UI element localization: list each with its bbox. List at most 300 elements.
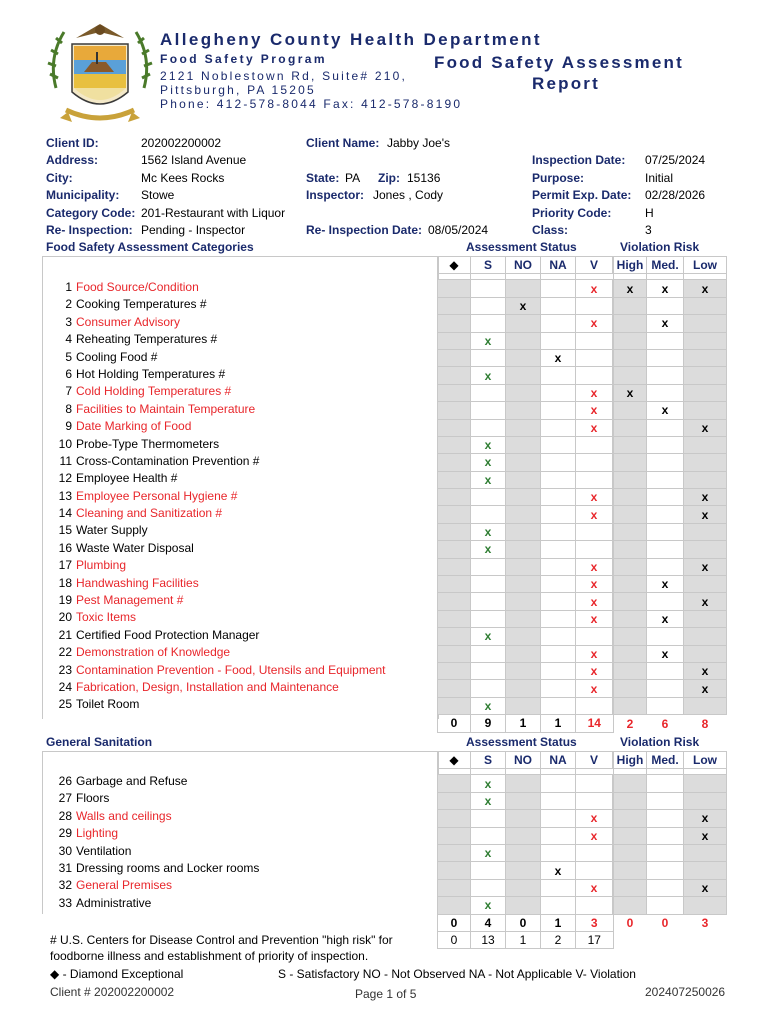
empty-cell xyxy=(576,349,614,366)
section1-col-no: NO xyxy=(506,257,541,274)
empty-cell xyxy=(506,844,541,861)
empty-cell xyxy=(506,558,541,575)
mark-cell: x xyxy=(647,645,684,662)
empty-cell xyxy=(684,792,727,809)
item-number: 23 xyxy=(58,662,72,677)
mark-cell: x xyxy=(471,628,506,645)
empty-cell xyxy=(613,576,647,593)
table-row xyxy=(438,775,727,792)
empty-cell xyxy=(613,662,647,679)
mark-cell: x xyxy=(576,558,614,575)
empty-cell xyxy=(647,384,684,401)
item-number: 18 xyxy=(58,575,72,590)
section1-title: Food Safety Assessment Categories xyxy=(46,240,254,254)
list-item xyxy=(44,627,386,644)
empty-cell xyxy=(471,489,506,506)
grand-total-cell: 1 xyxy=(506,931,541,948)
section1-col-low: Low xyxy=(684,257,727,274)
section1-header-row xyxy=(438,257,727,274)
empty-cell xyxy=(541,454,576,471)
item-label: Plumbing xyxy=(76,558,127,573)
empty-cell xyxy=(541,827,576,844)
empty-cell xyxy=(471,384,506,401)
empty-cell xyxy=(576,367,614,384)
table-row xyxy=(438,436,727,453)
empty-cell xyxy=(613,454,647,471)
empty-cell xyxy=(438,280,471,297)
item-label: Food Source/Condition xyxy=(76,280,199,294)
mark-cell: x xyxy=(541,862,576,879)
list-item xyxy=(44,808,259,825)
table-row xyxy=(438,384,727,401)
item-label: Toxic Items xyxy=(76,610,137,625)
inspector: Jones , Cody xyxy=(373,188,444,202)
empty-cell xyxy=(438,297,471,314)
mark-cell: x xyxy=(684,827,727,844)
mark-cell: x xyxy=(576,384,614,401)
item-number: 13 xyxy=(58,488,72,503)
empty-cell xyxy=(541,628,576,645)
mark-cell: x xyxy=(576,593,614,610)
empty-cell xyxy=(541,402,576,419)
empty-cell xyxy=(647,489,684,506)
section1-status-header: Assessment Status xyxy=(466,240,577,254)
empty-cell xyxy=(647,367,684,384)
diamond-icon: ◆ xyxy=(50,967,60,981)
empty-cell xyxy=(438,792,471,809)
empty-cell xyxy=(438,402,471,419)
empty-cell xyxy=(506,827,541,844)
empty-cell xyxy=(613,792,647,809)
empty-cell xyxy=(684,402,727,419)
list-item xyxy=(44,522,386,539)
empty-cell xyxy=(684,367,727,384)
empty-cell xyxy=(541,897,576,914)
client-name-label: Client Name: xyxy=(306,136,380,150)
table-row xyxy=(438,593,727,610)
section2-totals-row xyxy=(438,914,727,931)
empty-cell xyxy=(471,280,506,297)
mark-cell: x xyxy=(576,315,614,332)
empty-cell xyxy=(647,844,684,861)
empty-cell xyxy=(471,297,506,314)
empty-cell xyxy=(576,523,614,540)
item-label: Water Supply xyxy=(76,523,148,538)
report-title-line2: Report xyxy=(532,74,600,93)
list-item xyxy=(44,366,386,383)
table-row xyxy=(438,280,727,297)
diamond-icon: ◆ xyxy=(438,257,471,274)
empty-cell xyxy=(506,628,541,645)
empty-cell xyxy=(506,384,541,401)
list-item xyxy=(44,843,259,860)
department-title: Allegheny County Health Department xyxy=(160,30,542,49)
table-row xyxy=(438,332,727,349)
item-label: Consumer Advisory xyxy=(76,314,181,329)
empty-cell xyxy=(647,879,684,896)
item-label: Administrative xyxy=(76,895,152,910)
empty-cell xyxy=(506,810,541,827)
empty-cell xyxy=(613,315,647,332)
empty-cell xyxy=(438,471,471,488)
empty-cell xyxy=(438,332,471,349)
mark-cell: x xyxy=(647,280,684,297)
list-item xyxy=(44,575,386,592)
total-cell: 14 xyxy=(576,715,614,732)
item-label: Waste Water Disposal xyxy=(76,540,194,555)
department-address-line1: 2121 Noblestown Rd, Suite# 210, xyxy=(160,69,407,83)
section2-col-s: S xyxy=(471,752,506,769)
item-number: 25 xyxy=(58,697,72,712)
empty-cell xyxy=(438,610,471,627)
empty-cell xyxy=(506,436,541,453)
empty-cell xyxy=(471,315,506,332)
item-label: Hot Holding Temperatures # xyxy=(76,366,226,381)
item-number: 1 xyxy=(65,280,72,294)
mark-cell: x xyxy=(576,810,614,827)
table-row xyxy=(438,489,727,506)
section1-col-na: NA xyxy=(541,257,576,274)
section2-col-na: NA xyxy=(541,752,576,769)
footer-client-number: Client # 202002200002 xyxy=(50,985,175,999)
empty-cell xyxy=(647,454,684,471)
blank-cell xyxy=(684,931,727,948)
table-row xyxy=(438,471,727,488)
item-number: 11 xyxy=(59,453,72,468)
table-row xyxy=(438,662,727,679)
item-label: Certified Food Protection Manager xyxy=(76,627,260,642)
state-label: State: xyxy=(306,171,340,185)
purpose: Initial xyxy=(645,171,674,185)
empty-cell xyxy=(541,384,576,401)
client-name: Jabby Joe's xyxy=(387,136,450,150)
list-item xyxy=(44,488,386,505)
empty-cell xyxy=(471,576,506,593)
empty-cell xyxy=(576,792,614,809)
empty-cell xyxy=(471,558,506,575)
mark-cell: x xyxy=(576,402,614,419)
empty-cell xyxy=(684,576,727,593)
empty-cell xyxy=(541,680,576,697)
empty-cell xyxy=(471,645,506,662)
empty-cell xyxy=(613,541,647,558)
empty-cell xyxy=(438,645,471,662)
table-row xyxy=(438,827,727,844)
empty-cell xyxy=(506,506,541,523)
empty-cell xyxy=(438,844,471,861)
empty-cell xyxy=(506,792,541,809)
empty-cell xyxy=(506,367,541,384)
empty-cell xyxy=(684,897,727,914)
empty-cell xyxy=(506,576,541,593)
state: PA xyxy=(345,171,361,185)
empty-cell xyxy=(438,662,471,679)
section2-table xyxy=(437,751,727,949)
mark-cell: x xyxy=(647,610,684,627)
empty-cell xyxy=(471,593,506,610)
list-item xyxy=(44,662,386,679)
item-label: Probe-Type Thermometers xyxy=(76,436,220,451)
total-cell: 0 xyxy=(438,715,471,732)
item-label: Demonstration of Knowledge xyxy=(76,645,231,660)
list-item xyxy=(44,349,386,366)
empty-cell xyxy=(647,349,684,366)
empty-cell xyxy=(647,419,684,436)
empty-cell xyxy=(471,506,506,523)
mark-cell: x xyxy=(684,280,727,297)
total-cell: 4 xyxy=(471,914,506,931)
total-cell: 9 xyxy=(471,715,506,732)
section1-table xyxy=(437,256,727,733)
empty-cell xyxy=(647,541,684,558)
mark-cell: x xyxy=(471,844,506,861)
empty-cell xyxy=(471,827,506,844)
zip: 15136 xyxy=(407,171,441,185)
list-item xyxy=(44,773,259,790)
empty-cell xyxy=(647,558,684,575)
empty-cell xyxy=(684,523,727,540)
table-row xyxy=(438,844,727,861)
item-number: 19 xyxy=(58,593,72,608)
empty-cell xyxy=(438,862,471,879)
list-item xyxy=(44,696,386,713)
mark-cell: x xyxy=(576,879,614,896)
empty-cell xyxy=(647,523,684,540)
list-item xyxy=(44,383,386,400)
reinspection-date-label: Re- Inspection Date: xyxy=(306,223,423,237)
mark-cell: x xyxy=(684,680,727,697)
item-number: 33 xyxy=(58,895,72,910)
empty-cell xyxy=(506,879,541,896)
empty-cell xyxy=(613,419,647,436)
empty-cell xyxy=(438,775,471,792)
empty-cell xyxy=(438,349,471,366)
item-label: Floors xyxy=(76,791,110,806)
item-label: Handwashing Facilities xyxy=(76,575,199,590)
item-label: Cold Holding Temperatures # xyxy=(76,384,232,399)
item-label: Toilet Room xyxy=(76,697,140,712)
item-label: Walls and ceilings xyxy=(76,808,172,823)
category-code: 201-Restaurant with Liquor xyxy=(141,206,286,220)
table-row xyxy=(438,297,727,314)
empty-cell xyxy=(576,862,614,879)
priority-code-label: Priority Code: xyxy=(532,206,612,220)
mark-cell: x xyxy=(576,645,614,662)
table-row xyxy=(438,576,727,593)
address-label: Address: xyxy=(46,153,99,167)
empty-cell xyxy=(471,810,506,827)
empty-cell xyxy=(438,436,471,453)
empty-cell xyxy=(506,332,541,349)
reinspection: Pending - Inspector xyxy=(141,223,246,237)
empty-cell xyxy=(541,436,576,453)
empty-cell xyxy=(684,349,727,366)
section2-col-med: Med. xyxy=(647,752,684,769)
empty-cell xyxy=(684,645,727,662)
empty-cell xyxy=(438,879,471,896)
list-item xyxy=(44,790,259,807)
item-label: Facilities to Maintain Temperature xyxy=(76,401,256,416)
permit-exp-date: 02/28/2026 xyxy=(645,188,706,202)
empty-cell xyxy=(613,628,647,645)
empty-cell xyxy=(506,680,541,697)
empty-cell xyxy=(471,862,506,879)
priority-code: H xyxy=(645,206,654,220)
empty-cell xyxy=(438,827,471,844)
mark-cell: x xyxy=(684,558,727,575)
category-code-label: Category Code: xyxy=(46,206,136,220)
empty-cell xyxy=(471,402,506,419)
empty-cell xyxy=(438,489,471,506)
section1-col-s: S xyxy=(471,257,506,274)
item-label: Employee Health # xyxy=(76,471,178,486)
section2-header-row xyxy=(438,752,727,769)
empty-cell xyxy=(647,697,684,714)
table-row xyxy=(438,349,727,366)
mark-cell: x xyxy=(684,879,727,896)
empty-cell xyxy=(541,844,576,861)
empty-cell xyxy=(541,419,576,436)
empty-cell xyxy=(613,680,647,697)
mark-cell: x xyxy=(684,506,727,523)
table-row xyxy=(438,645,727,662)
cdc-note-line1: # U.S. Centers for Disease Control and Prevention "high risk" for xyxy=(50,933,393,947)
table-row xyxy=(438,506,727,523)
total-cell: 8 xyxy=(701,716,709,731)
table-row xyxy=(438,558,727,575)
empty-cell xyxy=(471,349,506,366)
empty-cell xyxy=(438,541,471,558)
empty-cell xyxy=(684,628,727,645)
section2-status-header: Assessment Status xyxy=(466,735,577,749)
list-item xyxy=(44,877,259,894)
empty-cell xyxy=(541,645,576,662)
empty-cell xyxy=(506,489,541,506)
section2-col-low: Low xyxy=(684,752,727,769)
mark-cell: x xyxy=(576,576,614,593)
empty-cell xyxy=(613,844,647,861)
empty-cell xyxy=(647,680,684,697)
list-item xyxy=(44,418,386,435)
empty-cell xyxy=(438,523,471,540)
cdc-note-line2: foodborne illness and establishment of priority of inspection. xyxy=(50,949,369,963)
empty-cell xyxy=(438,897,471,914)
empty-cell xyxy=(576,697,614,714)
empty-cell xyxy=(613,775,647,792)
empty-cell xyxy=(541,558,576,575)
item-number: 16 xyxy=(58,540,72,555)
empty-cell xyxy=(438,810,471,827)
total-cell: 3 xyxy=(576,914,614,931)
empty-cell xyxy=(613,810,647,827)
empty-cell xyxy=(576,471,614,488)
section1-items xyxy=(44,279,386,714)
mark-cell: x xyxy=(684,662,727,679)
empty-cell xyxy=(506,471,541,488)
table-row xyxy=(438,628,727,645)
empty-cell xyxy=(541,576,576,593)
empty-cell xyxy=(647,436,684,453)
program-name: Food Safety Program xyxy=(160,52,327,66)
list-item xyxy=(44,592,386,609)
empty-cell xyxy=(613,645,647,662)
table-row xyxy=(438,402,727,419)
item-number: 30 xyxy=(58,843,72,858)
municipality-label: Municipality: xyxy=(46,188,120,202)
empty-cell xyxy=(613,349,647,366)
list-item xyxy=(44,505,386,522)
mark-cell: x xyxy=(647,402,684,419)
permit-exp-label: Permit Exp. Date: xyxy=(532,188,632,202)
empty-cell xyxy=(506,349,541,366)
item-number: 4 xyxy=(65,332,72,347)
item-label: Reheating Temperatures # xyxy=(76,332,218,347)
empty-cell xyxy=(684,844,727,861)
empty-cell xyxy=(438,315,471,332)
mark-cell: x xyxy=(576,662,614,679)
empty-cell xyxy=(684,471,727,488)
empty-cell xyxy=(541,697,576,714)
empty-cell xyxy=(613,489,647,506)
empty-cell xyxy=(541,506,576,523)
empty-cell xyxy=(684,384,727,401)
empty-cell xyxy=(541,810,576,827)
mark-cell: x xyxy=(684,419,727,436)
table-row xyxy=(438,792,727,809)
item-number: 6 xyxy=(65,366,72,381)
empty-cell xyxy=(438,384,471,401)
table-row xyxy=(438,879,727,896)
empty-cell xyxy=(471,680,506,697)
mark-cell: x xyxy=(647,315,684,332)
section2-col-v: V xyxy=(576,752,614,769)
empty-cell xyxy=(506,775,541,792)
empty-cell xyxy=(438,697,471,714)
city-label: City: xyxy=(46,171,73,185)
list-item xyxy=(44,296,386,313)
item-number: 12 xyxy=(58,471,72,486)
table-row xyxy=(438,541,727,558)
report-title-line1: Food Safety Assessment xyxy=(434,53,684,72)
section2-title: General Sanitation xyxy=(46,735,153,749)
empty-cell xyxy=(541,471,576,488)
empty-cell xyxy=(506,315,541,332)
grand-total-cell: 0 xyxy=(438,931,471,948)
empty-cell xyxy=(613,523,647,540)
item-number: 32 xyxy=(58,878,72,893)
empty-cell xyxy=(541,332,576,349)
empty-cell xyxy=(438,593,471,610)
empty-cell xyxy=(684,775,727,792)
total-cell: 0 xyxy=(438,914,471,931)
empty-cell xyxy=(613,332,647,349)
city: Mc Kees Rocks xyxy=(141,171,225,185)
item-number: 10 xyxy=(58,436,72,451)
empty-cell xyxy=(613,593,647,610)
empty-cell xyxy=(576,454,614,471)
section1-col-v: V xyxy=(576,257,614,274)
item-label: Fabrication, Design, Installation and Maintenance xyxy=(76,679,339,694)
item-number: 31 xyxy=(58,860,72,875)
item-number: 7 xyxy=(65,384,72,399)
empty-cell xyxy=(684,332,727,349)
empty-cell xyxy=(438,680,471,697)
table-row xyxy=(438,680,727,697)
section2-grand-totals-row xyxy=(438,931,727,948)
empty-cell xyxy=(471,610,506,627)
empty-cell xyxy=(684,541,727,558)
empty-cell xyxy=(541,541,576,558)
